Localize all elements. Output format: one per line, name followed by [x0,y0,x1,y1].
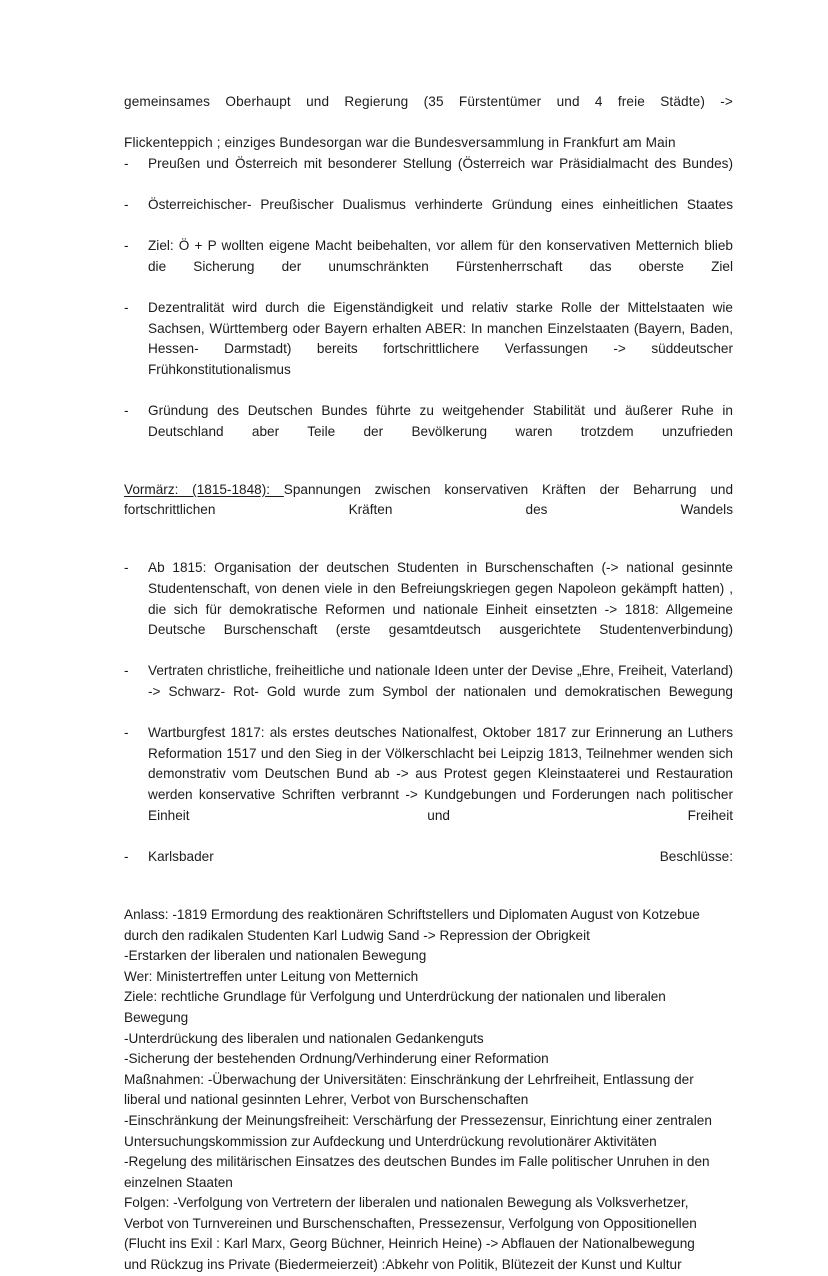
list-item [124,661,733,723]
text-line: Ziele: rechtliche Grundlage für Verfolgung und Unterdrückung der nationalen und liberalen [124,989,666,1005]
text-line: Untersuchungskommission zur Aufdeckung und Unterdrückung revolutionärer Aktivitäten [124,1133,657,1149]
bullet-dash-icon: - [124,402,129,418]
spacer [124,541,733,558]
text-line: Folgen: -Verfolgung von Vertretern der liberalen und nationalen Bewegung als Volksverhetzer, [124,1195,689,1211]
section-heading-body: Spannungen zwischen konservativen Kräften der Beharrung und fortschrittlichen Kräften des Wandels [124,481,734,518]
list-item [124,154,733,195]
bullet-dash-icon: - [124,238,129,254]
text-line: -Erstarken der liberalen und nationalen Bewegung [124,948,427,964]
text-line: Bewegung [124,1009,189,1025]
text-line: durch den radikalen Studenten Karl Ludwig Sand -> Repression der Obrigkeit [124,927,590,943]
text-line: -Sicherung der bestehenden Ordnung/Verhinderung einer Reformation [124,1051,549,1067]
text-line: und Rückzug ins Private (Biedermeierzeit) :Abkehr von Politik, Blütezeit der Kunst und Kultur [124,1257,682,1273]
text-line: liberal und national gesinnten Lehrer, Verbot von Burschenschaften [124,1092,529,1108]
text-line: -Einschränkung der Meinungsfreiheit: Verschärfung der Pressezensur, Einrichtung einer zentralen [124,1112,712,1128]
list-item [124,236,733,298]
bullet-dash-icon: - [124,299,129,315]
intro-continuation-line-1: gemeinsames Oberhaupt und Regierung (35 Fürstentümer und 4 freie Städte) -> [124,94,733,109]
list-item-text: Ziel: Ö + P wollten eigene Macht beibehalten, vor allem für den konservativen Metternich blieb die Sicherung der unumschränkten Fürstenherrschaft das oberste Ziel [148,238,733,274]
karlsbader-beschluesse-block [124,905,733,1276]
list-item-text: Karlsbader Beschlüsse: [148,848,733,864]
text-line: (Flucht ins Exil : Karl Marx, Georg Büchner, Heinrich Heine) -> Abflauen der Nationalbewegung [124,1236,695,1252]
text-line: Verbot von Turnvereinen und Burschenschaften, Pressezensur, Verfolgung von Oppositionellen [124,1215,697,1231]
bullet-dash-icon: - [124,663,129,679]
bullet-dash-icon: - [124,196,129,212]
bullet-dash-icon: - [124,725,129,741]
spacer [124,463,733,480]
list-item-text: Preußen und Österreich mit besonderer Stellung (Österreich war Präsidialmacht des Bundes) [148,155,733,171]
text-line: Maßnahmen: -Überwachung der Universitäten: Einschränkung der Lehrfreiheit, Entlassung der [124,1071,694,1087]
list-item [124,195,733,236]
spacer [124,888,733,905]
list-item [124,558,733,661]
list-item-text: Ab 1815: Organisation der deutschen Studenten in Burschenschaften (-> national gesinnte Studentenschaft, von denen viele in den Befreiungskriegen gegen Napoleon gekämpft hatten) , die sich für demokratische Reformen und nationale Einheit einsetzten -> 1818: Allgemeine Deutsche Burschenschaft (erste gesamtdeutsch ausgerichtete Studentenverbindung) [148,560,733,638]
list-item-text: Dezentralität wird durch die Eigenständigkeit und relativ starke Rolle der Mittelstaaten wie Sachsen, Württemberg oder Bayern erhalten ABER: In manchen Einzelstaaten (Bayern, Baden, Hessen- Darmstadt) bereits fortschrittlichere Verfassungen -> süddeutscher Frühkonstitutionalismus [148,299,733,377]
bullet-dash-icon: - [124,848,129,864]
text-line: Anlass: -1819 Ermordung des reaktionären Schriftstellers und Diplomaten August von Kotzebue [124,906,700,922]
text-line: -Unterdrückung des liberalen und nationalen Gedankenguts [124,1030,484,1046]
text-line: einzelnen Staaten [124,1174,233,1190]
list-item-text: Gründung des Deutschen Bundes führte zu weitgehender Stabilität und äußerer Ruhe in Deutschland aber Teile der Bevölkerung waren trotzdem unzufrieden [148,402,733,439]
list-item-text: Wartburgfest 1817: als erstes deutsches Nationalfest, Oktober 1817 zur Erinnerung an Luthers Reformation 1517 und den Sieg in der Völkerschlacht bei Leipzig 1813, Teilnehmer wenden sich demonstrativ vom Deutschen Bund ab -> aus Protest gegen Kleinstaaterei und Restauration werden konservative Schriften verbrannt -> Kundgebungen und Forderungen nach politischer Einheit und Freiheit [148,725,733,823]
intro-continuation-line-2: Flickenteppich ; einziges Bundesorgan war die Bundesversammlung in Frankfurt am Main [124,135,676,151]
list-item [124,298,733,401]
text-line: -Regelung des militärischen Einsatzes des deutschen Bundes im Falle politischer Unruhen in den [124,1154,710,1170]
section-heading-label: Vormärz: (1815-1848): [124,481,284,497]
list-item-text: Österreichischer- Preußischer Dualismus verhinderte Gründung eines einheitlichen Staates [148,196,733,212]
list-item-text: Vertraten christliche, freiheitliche und nationale Ideen unter der Devise „Ehre, Freiheit, Vaterland) -> Schwarz- Rot- Gold wurde zum Symbol der nationalen und demokratischen Bewegung [148,663,733,700]
list-item [124,847,733,888]
list-item [124,723,733,847]
text-line: Wer: Ministertreffen unter Leitung von Metternich [124,968,419,984]
bullet-list-vormaerz [124,558,733,888]
document-text-column [124,92,733,1276]
section-heading-vormaerz [124,480,733,542]
list-item [124,401,733,463]
bullet-list-deutscher-bund [124,154,733,463]
bullet-dash-icon: - [124,155,129,171]
bullet-dash-icon: - [124,560,129,576]
